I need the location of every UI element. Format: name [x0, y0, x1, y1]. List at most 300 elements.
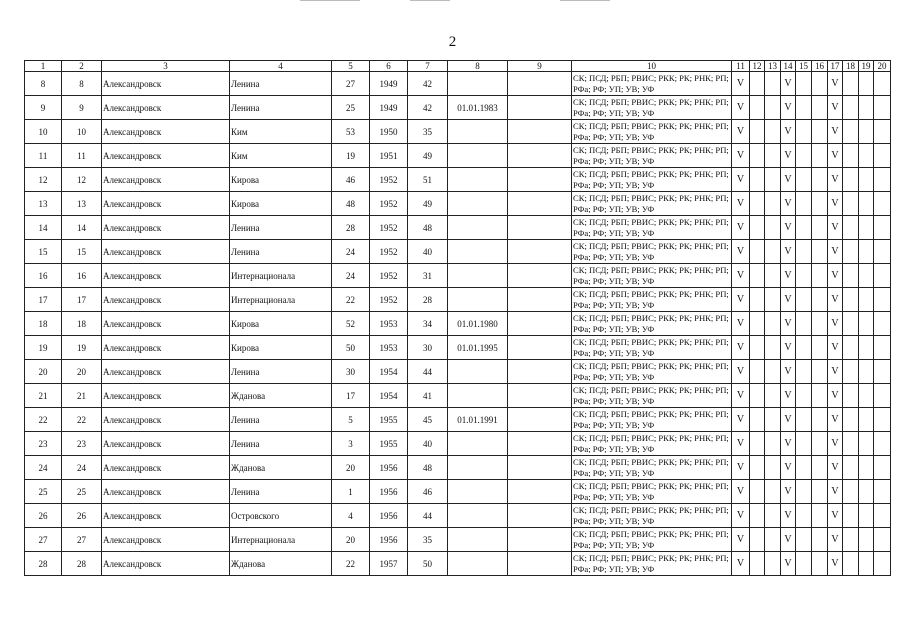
mark-cell: V	[781, 336, 796, 360]
house-number-cell: 19	[332, 144, 370, 168]
value-cell: 35	[408, 120, 448, 144]
mark-cell: V	[781, 480, 796, 504]
column-header: 17	[828, 61, 843, 72]
empty-cell	[796, 504, 812, 528]
empty-cell	[812, 336, 828, 360]
mark-cell: V	[732, 312, 750, 336]
empty-cell	[812, 264, 828, 288]
empty-cell	[508, 432, 572, 456]
empty-cell	[874, 456, 891, 480]
empty-cell	[843, 480, 859, 504]
empty-cell	[750, 552, 765, 576]
empty-cell	[796, 96, 812, 120]
empty-cell	[508, 504, 572, 528]
date-cell	[448, 72, 508, 96]
town-cell: Александровск	[102, 168, 230, 192]
empty-cell	[812, 72, 828, 96]
date-cell: 01.01.1995	[448, 336, 508, 360]
year-cell: 1951	[370, 144, 408, 168]
mark-cell: V	[828, 216, 843, 240]
year-cell: 1956	[370, 480, 408, 504]
empty-cell	[796, 456, 812, 480]
empty-cell	[843, 240, 859, 264]
empty-cell	[750, 168, 765, 192]
row-number-cell: 8	[25, 72, 62, 96]
empty-cell	[765, 432, 781, 456]
empty-cell	[765, 408, 781, 432]
empty-cell	[859, 336, 874, 360]
date-cell	[448, 120, 508, 144]
empty-cell	[843, 96, 859, 120]
empty-cell	[750, 336, 765, 360]
house-number-cell: 27	[332, 72, 370, 96]
town-cell: Александровск	[102, 528, 230, 552]
town-cell: Александровск	[102, 432, 230, 456]
empty-cell	[812, 288, 828, 312]
value-cell: 49	[408, 144, 448, 168]
empty-cell	[843, 264, 859, 288]
mark-cell: V	[732, 504, 750, 528]
mark-cell: V	[732, 456, 750, 480]
town-cell: Александровск	[102, 72, 230, 96]
mark-cell: V	[781, 504, 796, 528]
year-cell: 1953	[370, 336, 408, 360]
entry-number-cell: 10	[62, 120, 102, 144]
house-number-cell: 20	[332, 456, 370, 480]
empty-cell	[859, 264, 874, 288]
empty-cell	[812, 96, 828, 120]
street-cell: Кирова	[230, 336, 332, 360]
mark-cell: V	[732, 144, 750, 168]
empty-cell	[508, 120, 572, 144]
empty-cell	[508, 480, 572, 504]
mark-cell: V	[781, 120, 796, 144]
street-cell: Кирова	[230, 192, 332, 216]
empty-cell	[812, 432, 828, 456]
empty-cell	[750, 192, 765, 216]
date-cell	[448, 552, 508, 576]
codes-cell: СК; ПСД; РБП; РВИС; РКК; РК; РНК; РП; РФа; РФ; УП; УВ; УФ	[572, 528, 732, 552]
empty-cell	[796, 216, 812, 240]
empty-cell	[750, 96, 765, 120]
mark-cell: V	[781, 240, 796, 264]
value-cell: 48	[408, 456, 448, 480]
empty-cell	[796, 144, 812, 168]
codes-cell: СК; ПСД; РБП; РВИС; РКК; РК; РНК; РП; РФа; РФ; УП; УВ; УФ	[572, 552, 732, 576]
codes-cell: СК; ПСД; РБП; РВИС; РКК; РК; РНК; РП; РФа; РФ; УП; УВ; УФ	[572, 408, 732, 432]
scan-edge-mark	[300, 0, 360, 1]
date-cell: 01.01.1983	[448, 96, 508, 120]
table-row	[25, 504, 891, 528]
date-cell	[448, 480, 508, 504]
mark-cell: V	[828, 360, 843, 384]
empty-cell	[812, 384, 828, 408]
mark-cell: V	[781, 408, 796, 432]
entry-number-cell: 26	[62, 504, 102, 528]
date-cell	[448, 360, 508, 384]
entry-number-cell: 17	[62, 288, 102, 312]
mark-cell: V	[732, 552, 750, 576]
empty-cell	[859, 456, 874, 480]
mark-cell: V	[732, 120, 750, 144]
date-cell	[448, 168, 508, 192]
mark-cell: V	[732, 384, 750, 408]
house-number-cell: 5	[332, 408, 370, 432]
table-row	[25, 168, 891, 192]
empty-cell	[750, 72, 765, 96]
empty-cell	[750, 384, 765, 408]
register-table	[24, 60, 891, 576]
entry-number-cell: 13	[62, 192, 102, 216]
column-header: 18	[843, 61, 859, 72]
value-cell: 44	[408, 360, 448, 384]
page-number: 2	[448, 34, 457, 50]
row-number-cell: 21	[25, 384, 62, 408]
mark-cell: V	[828, 168, 843, 192]
house-number-cell: 3	[332, 432, 370, 456]
year-cell: 1952	[370, 264, 408, 288]
street-cell: Интернационала	[230, 264, 332, 288]
empty-cell	[750, 264, 765, 288]
empty-cell	[874, 408, 891, 432]
year-cell: 1956	[370, 456, 408, 480]
empty-cell	[843, 216, 859, 240]
empty-cell	[859, 120, 874, 144]
empty-cell	[508, 168, 572, 192]
year-cell: 1957	[370, 552, 408, 576]
empty-cell	[765, 264, 781, 288]
empty-cell	[765, 504, 781, 528]
mark-cell: V	[828, 504, 843, 528]
scan-edge-mark	[560, 0, 610, 1]
entry-number-cell: 25	[62, 480, 102, 504]
empty-cell	[859, 72, 874, 96]
empty-cell	[874, 168, 891, 192]
empty-cell	[843, 360, 859, 384]
street-cell: Ленина	[230, 216, 332, 240]
empty-cell	[874, 72, 891, 96]
mark-cell: V	[828, 408, 843, 432]
table-row	[25, 216, 891, 240]
empty-cell	[812, 312, 828, 336]
year-cell: 1949	[370, 96, 408, 120]
row-number-cell: 11	[25, 144, 62, 168]
empty-cell	[874, 504, 891, 528]
empty-cell	[874, 552, 891, 576]
entry-number-cell: 14	[62, 216, 102, 240]
empty-cell	[765, 384, 781, 408]
year-cell: 1952	[370, 288, 408, 312]
town-cell: Александровск	[102, 384, 230, 408]
empty-cell	[765, 528, 781, 552]
empty-cell	[859, 144, 874, 168]
mark-cell: V	[781, 168, 796, 192]
mark-cell: V	[781, 144, 796, 168]
street-cell: Кирова	[230, 312, 332, 336]
empty-cell	[765, 312, 781, 336]
empty-cell	[796, 384, 812, 408]
empty-cell	[859, 312, 874, 336]
empty-cell	[859, 360, 874, 384]
empty-cell	[508, 264, 572, 288]
empty-cell	[843, 552, 859, 576]
empty-cell	[812, 192, 828, 216]
value-cell: 31	[408, 264, 448, 288]
empty-cell	[874, 288, 891, 312]
empty-cell	[796, 168, 812, 192]
mark-cell: V	[828, 96, 843, 120]
empty-cell	[508, 72, 572, 96]
row-number-cell: 20	[25, 360, 62, 384]
mark-cell: V	[828, 456, 843, 480]
date-cell	[448, 192, 508, 216]
mark-cell: V	[828, 528, 843, 552]
empty-cell	[508, 144, 572, 168]
empty-cell	[859, 408, 874, 432]
table-row	[25, 264, 891, 288]
year-cell: 1952	[370, 216, 408, 240]
empty-cell	[843, 288, 859, 312]
codes-cell: СК; ПСД; РБП; РВИС; РКК; РК; РНК; РП; РФа; РФ; УП; УВ; УФ	[572, 240, 732, 264]
value-cell: 30	[408, 336, 448, 360]
empty-cell	[750, 408, 765, 432]
street-cell: Ленина	[230, 96, 332, 120]
codes-cell: СК; ПСД; РБП; РВИС; РКК; РК; РНК; РП; РФа; РФ; УП; УВ; УФ	[572, 384, 732, 408]
street-cell: Ленина	[230, 408, 332, 432]
row-number-cell: 27	[25, 528, 62, 552]
date-cell	[448, 144, 508, 168]
column-header: 20	[874, 61, 891, 72]
empty-cell	[843, 168, 859, 192]
column-number-row	[25, 61, 891, 72]
house-number-cell: 48	[332, 192, 370, 216]
table-row	[25, 144, 891, 168]
year-cell: 1952	[370, 168, 408, 192]
street-cell: Жданова	[230, 384, 332, 408]
column-header: 19	[859, 61, 874, 72]
column-header: 12	[750, 61, 765, 72]
empty-cell	[859, 240, 874, 264]
empty-cell	[859, 168, 874, 192]
empty-cell	[843, 432, 859, 456]
empty-cell	[859, 384, 874, 408]
row-number-cell: 25	[25, 480, 62, 504]
row-number-cell: 28	[25, 552, 62, 576]
mark-cell: V	[732, 240, 750, 264]
empty-cell	[812, 456, 828, 480]
empty-cell	[765, 144, 781, 168]
column-header: 1	[25, 61, 62, 72]
date-cell	[448, 384, 508, 408]
year-cell: 1952	[370, 192, 408, 216]
column-header: 8	[448, 61, 508, 72]
mark-cell: V	[828, 336, 843, 360]
empty-cell	[859, 96, 874, 120]
mark-cell: V	[781, 552, 796, 576]
town-cell: Александровск	[102, 312, 230, 336]
street-cell: Ленина	[230, 480, 332, 504]
house-number-cell: 17	[332, 384, 370, 408]
empty-cell	[874, 144, 891, 168]
empty-cell	[765, 96, 781, 120]
mark-cell: V	[781, 384, 796, 408]
mark-cell: V	[828, 72, 843, 96]
empty-cell	[812, 216, 828, 240]
year-cell: 1954	[370, 360, 408, 384]
column-header: 14	[781, 61, 796, 72]
empty-cell	[812, 528, 828, 552]
mark-cell: V	[732, 360, 750, 384]
codes-cell: СК; ПСД; РБП; РВИС; РКК; РК; РНК; РП; РФа; РФ; УП; УВ; УФ	[572, 360, 732, 384]
empty-cell	[874, 528, 891, 552]
empty-cell	[508, 96, 572, 120]
empty-cell	[796, 336, 812, 360]
table-row	[25, 384, 891, 408]
empty-cell	[750, 120, 765, 144]
house-number-cell: 24	[332, 240, 370, 264]
empty-cell	[796, 408, 812, 432]
mark-cell: V	[732, 480, 750, 504]
column-header: 9	[508, 61, 572, 72]
year-cell: 1956	[370, 504, 408, 528]
value-cell: 42	[408, 72, 448, 96]
empty-cell	[874, 384, 891, 408]
empty-cell	[750, 216, 765, 240]
mark-cell: V	[781, 456, 796, 480]
empty-cell	[750, 480, 765, 504]
value-cell: 46	[408, 480, 448, 504]
entry-number-cell: 12	[62, 168, 102, 192]
row-number-cell: 16	[25, 264, 62, 288]
town-cell: Александровск	[102, 192, 230, 216]
mark-cell: V	[828, 120, 843, 144]
empty-cell	[796, 288, 812, 312]
empty-cell	[796, 72, 812, 96]
codes-cell: СК; ПСД; РБП; РВИС; РКК; РК; РНК; РП; РФа; РФ; УП; УВ; УФ	[572, 192, 732, 216]
empty-cell	[843, 120, 859, 144]
empty-cell	[874, 216, 891, 240]
column-header: 11	[732, 61, 750, 72]
mark-cell: V	[732, 288, 750, 312]
table-row	[25, 408, 891, 432]
empty-cell	[874, 336, 891, 360]
house-number-cell: 50	[332, 336, 370, 360]
value-cell: 40	[408, 432, 448, 456]
value-cell: 50	[408, 552, 448, 576]
empty-cell	[750, 432, 765, 456]
street-cell: Ким	[230, 144, 332, 168]
year-cell: 1953	[370, 312, 408, 336]
empty-cell	[843, 528, 859, 552]
empty-cell	[796, 192, 812, 216]
mark-cell: V	[828, 288, 843, 312]
mark-cell: V	[828, 240, 843, 264]
empty-cell	[508, 456, 572, 480]
codes-cell: СК; ПСД; РБП; РВИС; РКК; РК; РНК; РП; РФа; РФ; УП; УВ; УФ	[572, 432, 732, 456]
codes-cell: СК; ПСД; РБП; РВИС; РКК; РК; РНК; РП; РФа; РФ; УП; УВ; УФ	[572, 168, 732, 192]
entry-number-cell: 20	[62, 360, 102, 384]
table-row	[25, 96, 891, 120]
row-number-cell: 12	[25, 168, 62, 192]
house-number-cell: 24	[332, 264, 370, 288]
empty-cell	[874, 96, 891, 120]
mark-cell: V	[732, 216, 750, 240]
empty-cell	[508, 288, 572, 312]
empty-cell	[874, 120, 891, 144]
house-number-cell: 28	[332, 216, 370, 240]
house-number-cell: 1	[332, 480, 370, 504]
value-cell: 28	[408, 288, 448, 312]
mark-cell: V	[732, 192, 750, 216]
empty-cell	[796, 264, 812, 288]
table-row	[25, 336, 891, 360]
empty-cell	[765, 480, 781, 504]
entry-number-cell: 9	[62, 96, 102, 120]
empty-cell	[874, 192, 891, 216]
entry-number-cell: 22	[62, 408, 102, 432]
mark-cell: V	[732, 432, 750, 456]
empty-cell	[859, 288, 874, 312]
empty-cell	[859, 504, 874, 528]
town-cell: Александровск	[102, 216, 230, 240]
town-cell: Александровск	[102, 336, 230, 360]
house-number-cell: 46	[332, 168, 370, 192]
empty-cell	[796, 528, 812, 552]
year-cell: 1954	[370, 384, 408, 408]
row-number-cell: 17	[25, 288, 62, 312]
empty-cell	[843, 504, 859, 528]
empty-cell	[765, 288, 781, 312]
empty-cell	[843, 336, 859, 360]
empty-cell	[765, 240, 781, 264]
value-cell: 48	[408, 216, 448, 240]
row-number-cell: 9	[25, 96, 62, 120]
mark-cell: V	[732, 408, 750, 432]
value-cell: 34	[408, 312, 448, 336]
table-row	[25, 456, 891, 480]
codes-cell: СК; ПСД; РБП; РВИС; РКК; РК; РНК; РП; РФа; РФ; УП; УВ; УФ	[572, 264, 732, 288]
empty-cell	[508, 336, 572, 360]
value-cell: 44	[408, 504, 448, 528]
entry-number-cell: 27	[62, 528, 102, 552]
column-header: 2	[62, 61, 102, 72]
street-cell: Жданова	[230, 552, 332, 576]
house-number-cell: 53	[332, 120, 370, 144]
mark-cell: V	[732, 168, 750, 192]
empty-cell	[765, 192, 781, 216]
empty-cell	[812, 480, 828, 504]
table-row	[25, 360, 891, 384]
town-cell: Александровск	[102, 240, 230, 264]
empty-cell	[765, 360, 781, 384]
street-cell: Ленина	[230, 360, 332, 384]
date-cell	[448, 288, 508, 312]
year-cell: 1955	[370, 432, 408, 456]
empty-cell	[859, 216, 874, 240]
table-row	[25, 120, 891, 144]
empty-cell	[750, 504, 765, 528]
empty-cell	[874, 264, 891, 288]
empty-cell	[859, 432, 874, 456]
codes-cell: СК; ПСД; РБП; РВИС; РКК; РК; РНК; РП; РФа; РФ; УП; УВ; УФ	[572, 120, 732, 144]
empty-cell	[796, 312, 812, 336]
empty-cell	[508, 240, 572, 264]
row-number-cell: 26	[25, 504, 62, 528]
row-number-cell: 24	[25, 456, 62, 480]
empty-cell	[843, 72, 859, 96]
empty-cell	[765, 216, 781, 240]
column-header: 15	[796, 61, 812, 72]
